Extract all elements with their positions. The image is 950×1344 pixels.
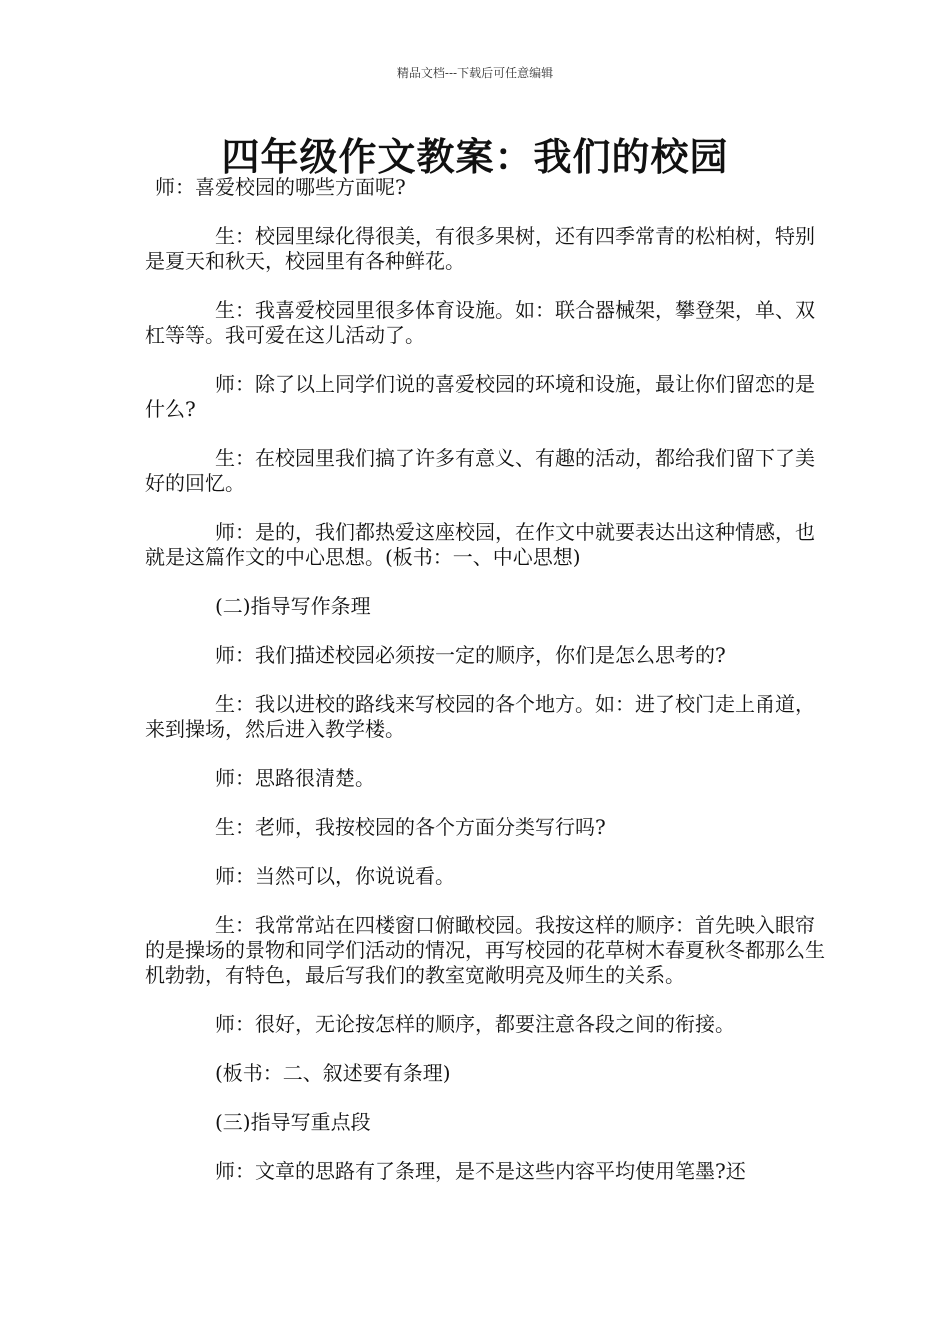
paragraph: 生：我喜爱校园里很多体育设施。如：联合器械架，攀登架，单、双杠等等。我可爱在这儿活动了。	[145, 298, 815, 347]
paragraph: 生：校园里绿化得很美，有很多果树，还有四季常青的松柏树，特别是夏天和秋天，校园里有各种鲜花。	[145, 224, 815, 273]
board-note: (板书：二、叙述要有条理)	[215, 1061, 451, 1085]
paragraph: 师：思路很清楚。	[215, 766, 375, 790]
section-heading: (三)指导写重点段	[215, 1110, 371, 1134]
paragraph: 师：很好，无论按怎样的顺序，都要注意各段之间的衔接。	[215, 1012, 735, 1036]
paragraph: 师：文章的思路有了条理，是不是这些内容平均使用笔墨?还	[215, 1159, 746, 1183]
section-heading: (二)指导写作条理	[215, 594, 371, 618]
paragraph: 师：是的，我们都热爱这座校园，在作文中就要表达出这种情感，也就是这篇作文的中心思想。(板书：一、中心思想)	[145, 520, 815, 569]
paragraph: 师：当然可以，你说说看。	[215, 864, 455, 888]
paragraph: 师：除了以上同学们说的喜爱校园的环境和设施，最让你们留恋的是什么?	[145, 372, 815, 421]
document-body	[145, 175, 825, 1208]
paragraph: 生：在校园里我们搞了许多有意义、有趣的活动，都给我们留下了美好的回忆。	[145, 446, 815, 495]
paragraph: 生：我以进校的路线来写校园的各个地方。如：进了校门走上甬道，来到操场，然后进入教学楼。	[145, 692, 815, 741]
paragraph: 师：我们描述校园必须按一定的顺序，你们是怎么思考的?	[215, 643, 726, 667]
page-header: 精品文档---下载后可任意编辑	[396, 66, 554, 80]
paragraph: 生：老师，我按校园的各个方面分类写行吗?	[215, 815, 606, 839]
paragraph: 生：我常常站在四楼窗口俯瞰校园。我按这样的顺序：首先映入眼帘的是操场的景物和同学们活动的情况，再写校园的花草树木春夏秋冬都那么生机勃勃，有特色，最后写我们的教室宽敞明亮及师生的关系。	[145, 913, 825, 987]
paragraph: 师：喜爱校园的哪些方面呢?	[155, 175, 406, 199]
document-title: 四年级作文教案：我们的校园	[221, 134, 729, 179]
